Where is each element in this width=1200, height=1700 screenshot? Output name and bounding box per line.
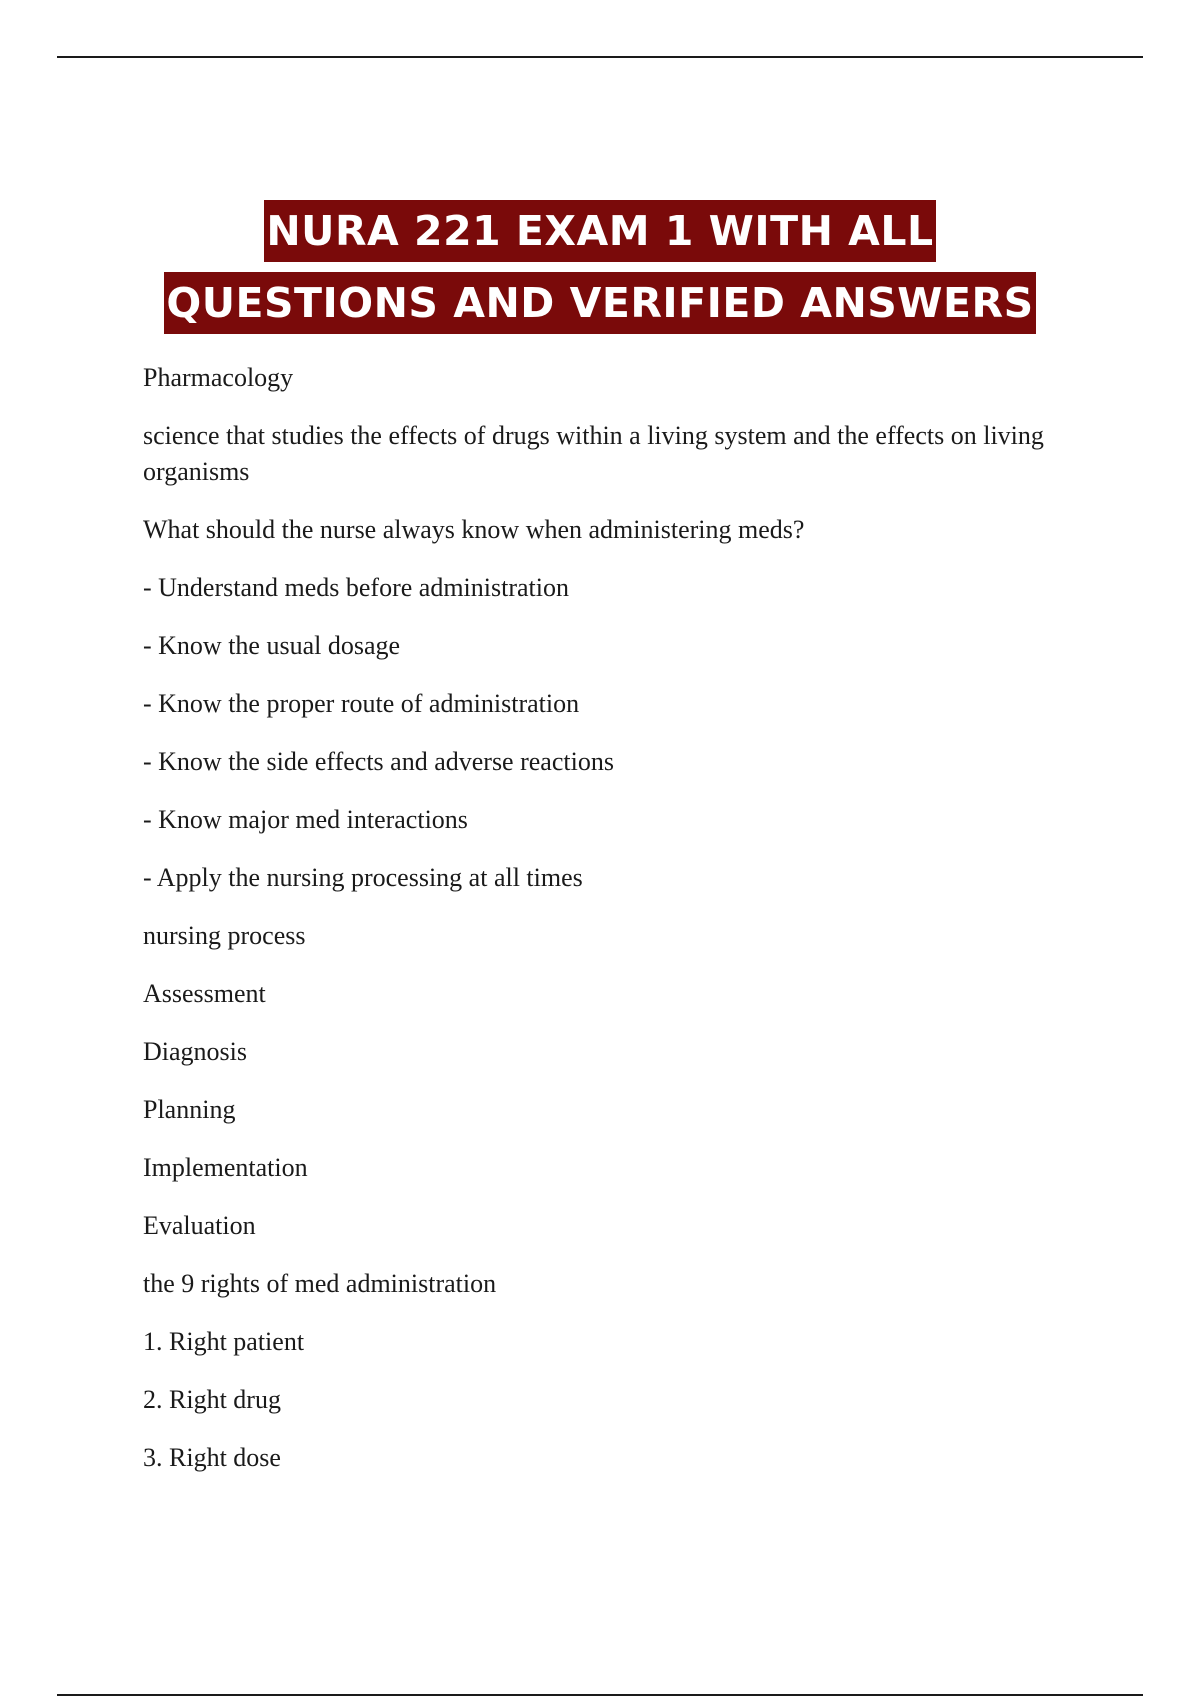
title-line-2: QUESTIONS AND VERIFIED ANSWERS: [164, 272, 1035, 334]
answer-item: Implementation: [143, 1153, 308, 1182]
answer-item: Evaluation: [143, 1211, 256, 1240]
answer-item: 1. Right patient: [143, 1327, 305, 1356]
answer-item: 3. Right dose: [143, 1443, 281, 1472]
term-pharmacology: Pharmacology: [143, 363, 294, 392]
answer-item: - Understand meds before administration: [143, 573, 569, 602]
answer-item: - Know major med interactions: [143, 805, 468, 834]
top-divider: [57, 56, 1143, 58]
answer-item: Assessment: [143, 979, 266, 1008]
question-administering-meds: What should the nurse always know when administering meds?: [143, 515, 805, 544]
answer-item: - Know the usual dosage: [143, 631, 401, 660]
answer-item: - Apply the nursing processing at all times: [143, 863, 583, 892]
answer-item: - Know the side effects and adverse reactions: [143, 747, 614, 776]
answer-item: 2. Right drug: [143, 1385, 281, 1414]
title-line-1: NURA 221 EXAM 1 WITH ALL: [264, 200, 935, 262]
document-title: [0, 200, 1200, 334]
bottom-divider: [57, 1694, 1143, 1696]
document-body: [143, 360, 1073, 1498]
answer-item: Diagnosis: [143, 1037, 247, 1066]
answer-item: Planning: [143, 1095, 236, 1124]
definition-pharmacology: science that studies the effects of drugs within a living system and the effects on living organisms: [143, 421, 1044, 486]
answer-item: - Know the proper route of administration: [143, 689, 580, 718]
term-nine-rights: the 9 rights of med administration: [143, 1269, 497, 1298]
term-nursing-process: nursing process: [143, 921, 306, 950]
